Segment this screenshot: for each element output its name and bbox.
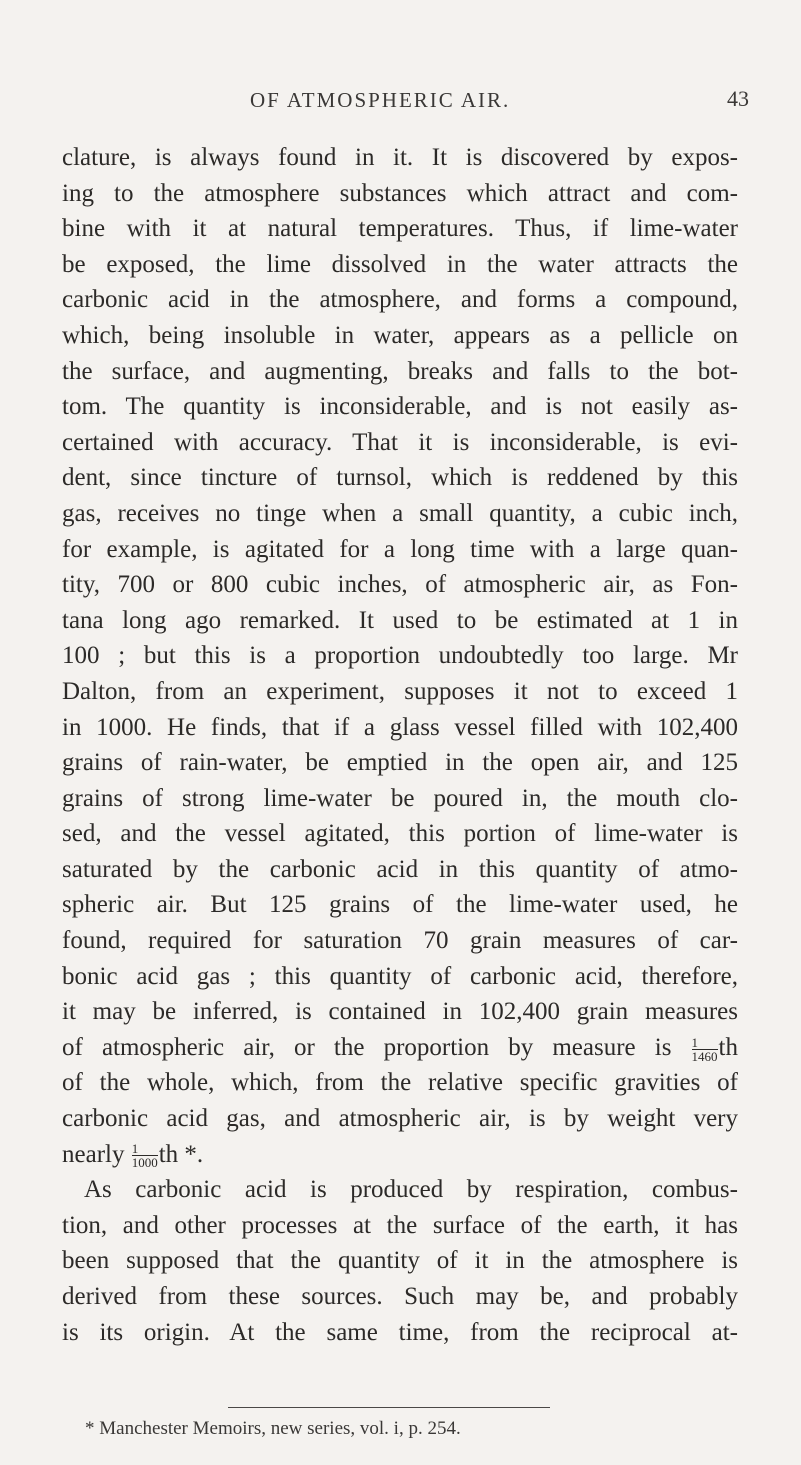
fraction-suffix: th *. (158, 1140, 204, 1168)
fraction-suffix: th (718, 1033, 738, 1061)
fraction-numerator: 1 (691, 1034, 699, 1050)
text-line: spheric air. But 125 grains of the lime-water used, he (62, 891, 738, 919)
text-line-fraction (62, 1137, 738, 1173)
text-line: carbonic acid in the atmosphere, and forms a compound, (62, 286, 738, 314)
footnote-rule (228, 1407, 550, 1408)
running-title: OF ATMOSPHERIC AIR. (250, 88, 511, 112)
fraction-prefix: nearly (62, 1140, 131, 1168)
text-line: Dalton, from an experiment, supposes it not to exceed 1 (62, 677, 738, 705)
text-line: gas, receives no tinge when a small quantity, a cubic inch, (62, 499, 738, 527)
fraction (132, 1142, 158, 1169)
text-line: certained with accuracy. That it is inconsiderable, is evi- (62, 428, 738, 456)
fraction (692, 1036, 718, 1063)
text-line: sed, and the vessel agitated, this portion of lime-water is (62, 820, 738, 848)
text-line: be exposed, the lime dissolved in the water attracts the (62, 250, 738, 278)
text-line: carbonic acid gas, and atmospheric air, is by weight very (62, 1105, 738, 1133)
text-line: 100 ; but this is a proportion undoubtedly too large. Mr (62, 642, 738, 670)
text-line: saturated by the carbonic acid in this quantity of atmo- (62, 855, 738, 883)
text-line: which, being insoluble in water, appears as a pellicle on (62, 321, 738, 349)
fraction-denominator: 1460 (691, 1048, 718, 1064)
text-line: tity, 700 or 800 cubic inches, of atmospheric air, as Fon- (62, 571, 738, 599)
text-line: dent, since tincture of turnsol, which is reddened by this (62, 464, 738, 492)
footnote: * Manchester Memoirs, new series, vol. i, p. 254. (85, 1418, 461, 1439)
fraction-denominator: 1000 (131, 1155, 158, 1171)
text-line: bonic acid gas ; this quantity of carbonic acid, therefore, (62, 962, 738, 990)
text-line: tana long ago remarked. It used to be estimated at 1 in (62, 606, 738, 634)
page-number: 43 (727, 86, 749, 111)
fraction-numerator: 1 (131, 1141, 139, 1157)
text-line: found, required for saturation 70 grain measures of car- (62, 927, 738, 955)
text-line: the surface, and augmenting, breaks and falls to the bot- (62, 357, 738, 385)
fraction-prefix: of atmospheric air, or the proportion by measure is (62, 1033, 691, 1061)
text-line: ing to the atmosphere substances which attract and com- (62, 179, 738, 207)
text-line: is its origin. At the same time, from the reciprocal at- (62, 1318, 738, 1346)
text-line-fraction (62, 1030, 738, 1066)
text-line: clature, is always found in it. It is discovered by expos- (62, 144, 738, 171)
text-line: it may be inferred, is contained in 102,400 grain measures (62, 998, 738, 1026)
text-line: of the whole, which, from the relative specific gravities of (62, 1069, 738, 1097)
text-line: for example, is agitated for a long time with a large quan- (62, 535, 738, 563)
text-line: in 1000. He finds, that if a glass vessel filled with 102,400 (62, 713, 738, 741)
text-line: bine with it at natural temperatures. Thus, if lime-water (62, 215, 738, 243)
text-line: derived from these sources. Such may be, and probably (62, 1283, 738, 1310)
text-line: grains of strong lime-water be poured in, the mouth clo- (62, 784, 738, 812)
text-line: tion, and other processes at the surface of the earth, it has (62, 1211, 738, 1239)
text-line: grains of rain-water, be emptied in the open air, and 125 (62, 749, 738, 777)
text-line: tom. The quantity is inconsiderable, and is not easily as- (62, 393, 738, 421)
text-line: been supposed that the quantity of it in the atmosphere is (62, 1247, 738, 1275)
body-text (62, 140, 738, 1350)
text-line: As carbonic acid is produced by respiration, combus- (84, 1176, 738, 1204)
